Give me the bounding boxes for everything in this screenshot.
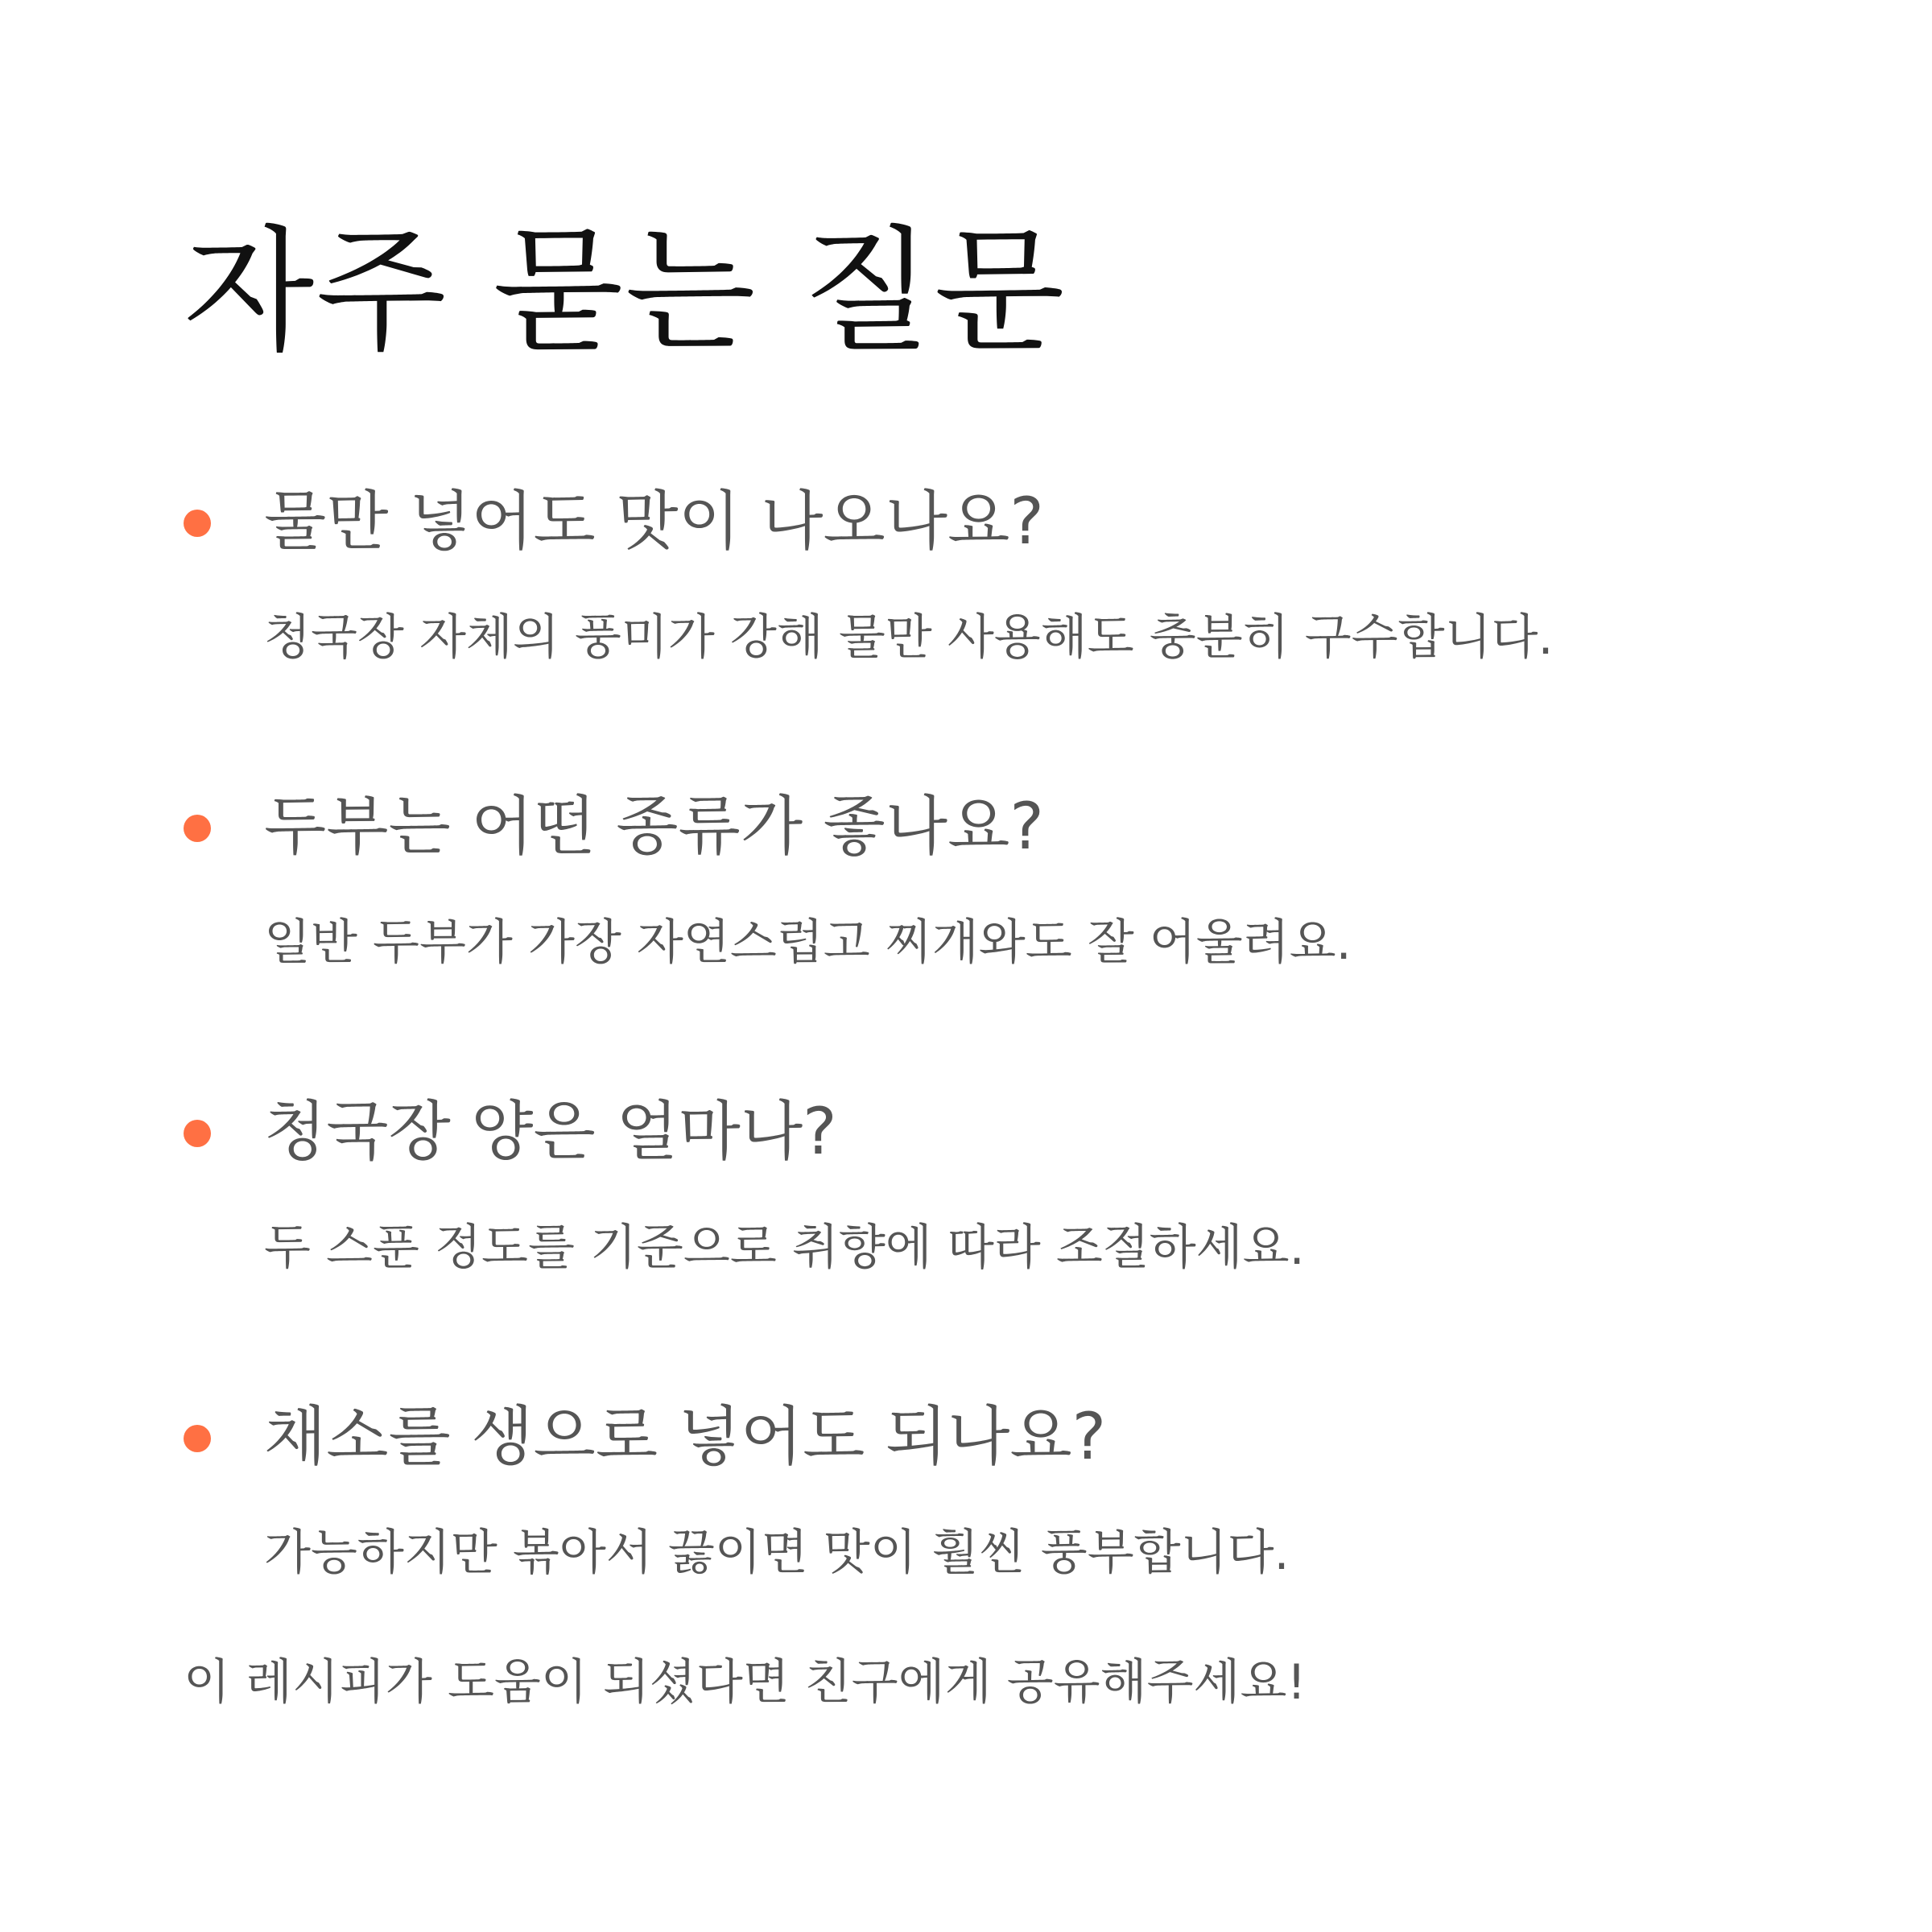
share-footer-note: 이 레시피가 도움이 되셨다면 친구에게 공유해주세요! [184,1654,1307,1711]
faq-answer: 청국장 자체의 풍미가 강해 물만 사용해도 충분히 구수합니다. [264,609,1554,666]
faq-answer: 가능하지만 볶아서 끓이면 맛이 훨씬 풍부합니다. [264,1525,1290,1581]
faq-question: 청국장 양은 얼마나? [264,1094,837,1169]
bullet-dot-icon [184,815,211,842]
faq-question: 물만 넣어도 맛이 나오나요? [264,484,1044,559]
faq-answer: 두 스푼 정도를 기준으로 취향에 따라 조절하세요. [264,1220,1305,1276]
page-title: 자주 묻는 질문 [184,213,1067,370]
faq-answer: 일반 두부가 가장 자연스럽고 찌개와도 잘 어울려요. [264,914,1352,971]
faq-question: 두부는 어떤 종류가 좋나요? [264,789,1044,864]
bullet-dot-icon [184,510,211,537]
bullet-dot-icon [184,1425,211,1452]
faq-question: 채소를 생으로 넣어도 되나요? [264,1399,1107,1474]
bullet-dot-icon [184,1120,211,1147]
